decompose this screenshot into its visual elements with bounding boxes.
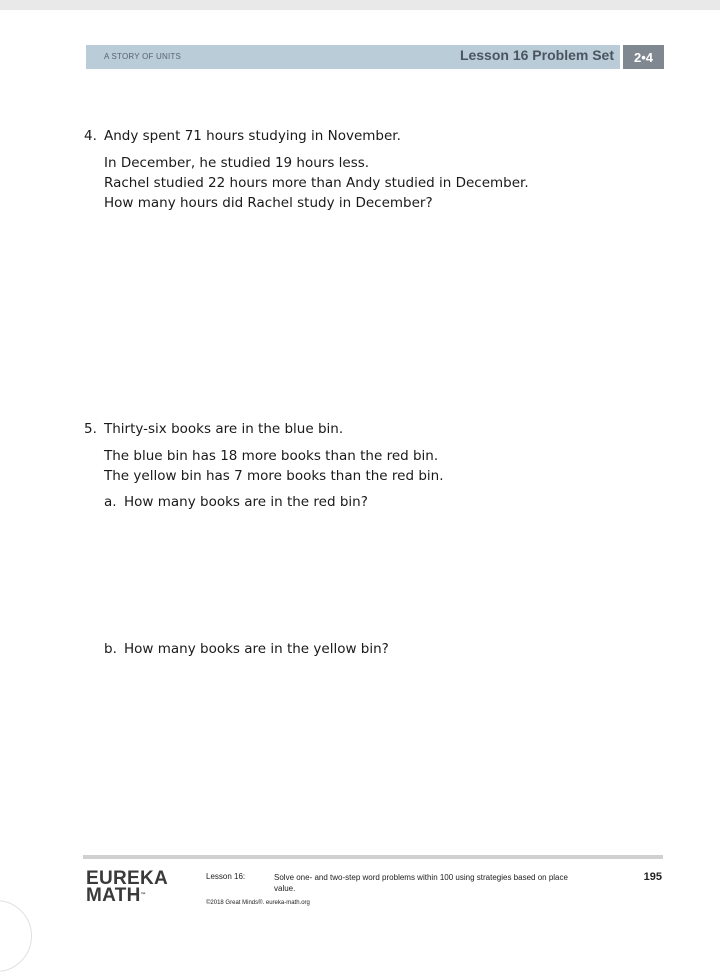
problem-4-number: 4. (84, 128, 97, 144)
page-number: 195 (643, 871, 662, 883)
problem-4-line-2: Rachel studied 22 hours more than Andy studied in December. (104, 175, 529, 191)
problem-5-lead (84, 419, 343, 440)
problem-4-lead (84, 126, 401, 147)
problem-5-line-2: The yellow bin has 7 more books than the red bin. (104, 468, 444, 484)
problem-5b (104, 639, 389, 660)
problem-5a-label: a. (104, 494, 117, 510)
lesson-title: Lesson 16 Problem Set (459, 47, 614, 63)
problem-5b-text: How many books are in the yellow bin? (124, 641, 389, 657)
grade-badge: 2•4 (623, 45, 664, 69)
problem-5a (104, 492, 368, 513)
footer-copyright: ©2018 Great Minds®. eureka-math.org (206, 900, 310, 906)
series-name: A STORY OF UNITS (104, 52, 181, 61)
footer-lesson-label: Lesson 16: (206, 872, 246, 881)
logo-line-1: EUREKA (86, 868, 169, 889)
footer-description: Solve one- and two-step word problems within 100 using strategies based on place value. (274, 873, 568, 893)
problem-4-lead-text: Andy spent 71 hours studying in November. (104, 128, 401, 144)
problem-5-line-1: The blue bin has 18 more books than the red bin. (104, 448, 439, 464)
eureka-math-logo (86, 870, 168, 904)
problem-5b-label: b. (104, 641, 117, 657)
logo-line-2 (86, 887, 168, 904)
top-band (0, 0, 720, 10)
problem-5-number: 5. (84, 421, 97, 437)
corner-arc-decoration (0, 900, 32, 972)
problem-4-line-3: How many hours did Rachel study in December? (104, 195, 433, 211)
problem-5a-text: How many books are in the red bin? (124, 494, 368, 510)
problem-4-line-1: In December, he studied 19 hours less. (104, 155, 370, 171)
footer-divider (83, 855, 663, 859)
logo-trademark: ™ (140, 892, 146, 898)
problem-5-lead-text: Thirty-six books are in the blue bin. (104, 421, 344, 437)
logo-line-2-text: MATH (86, 885, 141, 906)
